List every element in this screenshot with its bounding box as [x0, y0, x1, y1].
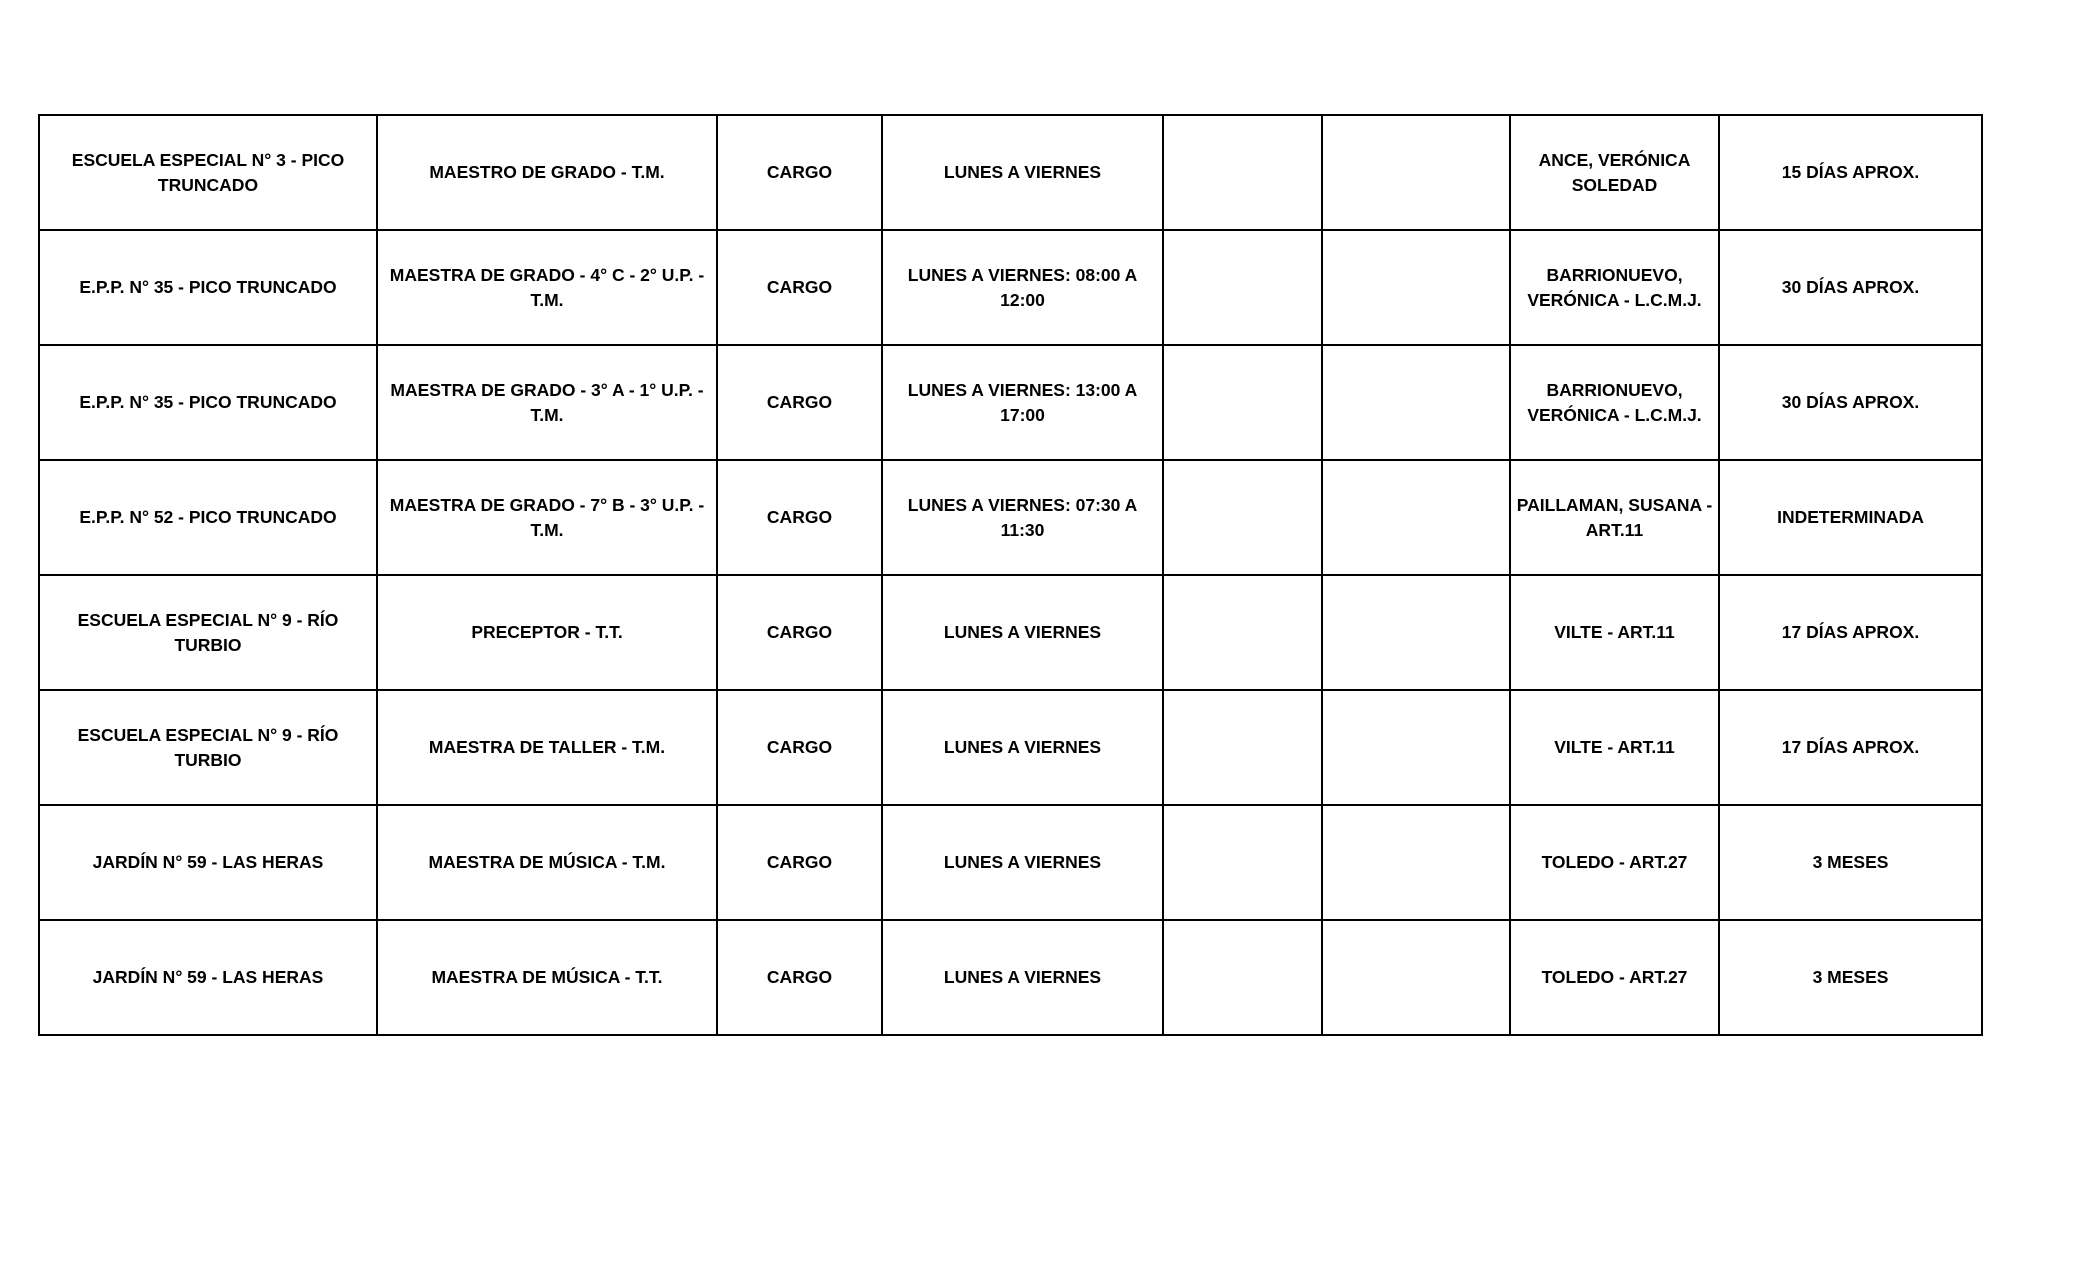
type-cell: CARGO [717, 230, 882, 345]
position-cell: MAESTRA DE MÚSICA - T.T. [377, 920, 717, 1035]
replaces-cell: BARRIONUEVO, VERÓNICA - L.C.M.J. [1510, 345, 1719, 460]
type-cell: CARGO [717, 920, 882, 1035]
schedule-cell: LUNES A VIERNES [882, 115, 1163, 230]
empty-cell [1163, 690, 1322, 805]
position-cell: MAESTRA DE MÚSICA - T.M. [377, 805, 717, 920]
empty-cell [1163, 460, 1322, 575]
duration-cell: 15 DÍAS APROX. [1719, 115, 1982, 230]
school-cell: E.P.P. N° 52 - PICO TRUNCADO [39, 460, 377, 575]
table-row [39, 230, 1982, 345]
empty-cell [1322, 920, 1510, 1035]
duration-cell: 30 DÍAS APROX. [1719, 345, 1982, 460]
schedule-cell: LUNES A VIERNES: 13:00 A 17:00 [882, 345, 1163, 460]
type-cell: CARGO [717, 805, 882, 920]
empty-cell [1322, 345, 1510, 460]
schedule-cell: LUNES A VIERNES: 07:30 A 11:30 [882, 460, 1163, 575]
school-cell: ESCUELA ESPECIAL N° 9 - RÍO TURBIO [39, 690, 377, 805]
empty-cell [1322, 460, 1510, 575]
table-row [39, 575, 1982, 690]
school-cell: JARDÍN N° 59 - LAS HERAS [39, 920, 377, 1035]
empty-cell [1163, 920, 1322, 1035]
duration-cell: 17 DÍAS APROX. [1719, 575, 1982, 690]
replaces-cell: TOLEDO - ART.27 [1510, 805, 1719, 920]
duration-cell: 17 DÍAS APROX. [1719, 690, 1982, 805]
empty-cell [1322, 230, 1510, 345]
schedule-cell: LUNES A VIERNES [882, 690, 1163, 805]
type-cell: CARGO [717, 690, 882, 805]
empty-cell [1163, 345, 1322, 460]
duration-cell: 30 DÍAS APROX. [1719, 230, 1982, 345]
table-row [39, 690, 1982, 805]
type-cell: CARGO [717, 115, 882, 230]
empty-cell [1163, 115, 1322, 230]
type-cell: CARGO [717, 575, 882, 690]
empty-cell [1322, 690, 1510, 805]
school-cell: E.P.P. N° 35 - PICO TRUNCADO [39, 230, 377, 345]
type-cell: CARGO [717, 345, 882, 460]
replaces-cell: ANCE, VERÓNICA SOLEDAD [1510, 115, 1719, 230]
schedule-cell: LUNES A VIERNES [882, 575, 1163, 690]
school-cell: JARDÍN N° 59 - LAS HERAS [39, 805, 377, 920]
schedule-cell: LUNES A VIERNES: 08:00 A 12:00 [882, 230, 1163, 345]
position-cell: MAESTRA DE GRADO - 3° A - 1° U.P. - T.M. [377, 345, 717, 460]
position-cell: MAESTRO DE GRADO - T.M. [377, 115, 717, 230]
position-cell: MAESTRA DE TALLER - T.M. [377, 690, 717, 805]
schedule-cell: LUNES A VIERNES [882, 805, 1163, 920]
empty-cell [1163, 575, 1322, 690]
replaces-cell: BARRIONUEVO, VERÓNICA - L.C.M.J. [1510, 230, 1719, 345]
position-cell: MAESTRA DE GRADO - 4° C - 2° U.P. - T.M. [377, 230, 717, 345]
schedule-cell: LUNES A VIERNES [882, 920, 1163, 1035]
table-row [39, 460, 1982, 575]
empty-cell [1163, 805, 1322, 920]
school-cell: ESCUELA ESPECIAL N° 9 - RÍO TURBIO [39, 575, 377, 690]
empty-cell [1322, 805, 1510, 920]
replaces-cell: VILTE - ART.11 [1510, 575, 1719, 690]
school-cell: ESCUELA ESPECIAL N° 3 - PICO TRUNCADO [39, 115, 377, 230]
table-row [39, 345, 1982, 460]
position-cell: PRECEPTOR - T.T. [377, 575, 717, 690]
replaces-cell: TOLEDO - ART.27 [1510, 920, 1719, 1035]
table-row [39, 115, 1982, 230]
duration-cell: 3 MESES [1719, 920, 1982, 1035]
table-row [39, 805, 1982, 920]
duration-cell: INDETERMINADA [1719, 460, 1982, 575]
vacancies-table [38, 114, 1983, 1036]
empty-cell [1322, 115, 1510, 230]
position-cell: MAESTRA DE GRADO - 7° B - 3° U.P. - T.M. [377, 460, 717, 575]
duration-cell: 3 MESES [1719, 805, 1982, 920]
table-row [39, 920, 1982, 1035]
type-cell: CARGO [717, 460, 882, 575]
empty-cell [1163, 230, 1322, 345]
school-cell: E.P.P. N° 35 - PICO TRUNCADO [39, 345, 377, 460]
replaces-cell: VILTE - ART.11 [1510, 690, 1719, 805]
empty-cell [1322, 575, 1510, 690]
replaces-cell: PAILLAMAN, SUSANA - ART.11 [1510, 460, 1719, 575]
